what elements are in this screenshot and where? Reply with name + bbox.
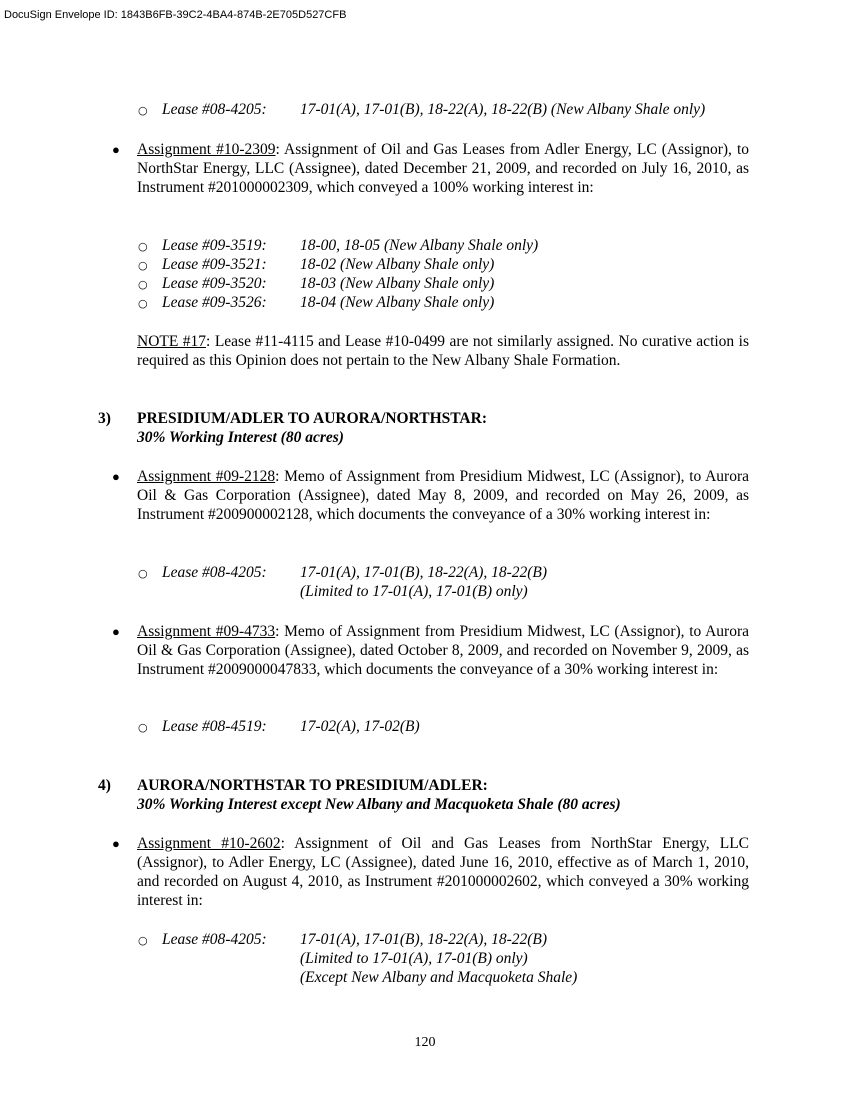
assignment-ref: Assignment #09-4733 xyxy=(137,623,276,640)
lease-number: Lease #09-3521: xyxy=(162,256,267,273)
section-subtitle: 30% Working Interest except New Albany and Macquoketa Shale (80 acres) xyxy=(137,796,621,813)
hollow-circle-icon: ○ xyxy=(138,721,148,734)
hollow-circle-icon: ○ xyxy=(138,278,148,291)
assignment-ref: Assignment #09-2128 xyxy=(137,468,276,485)
section-number: 4) xyxy=(98,777,111,794)
lease-number: Lease #08-4205: xyxy=(162,564,267,581)
lease-limit: (Limited to 17-01(A), 17-01(B) only) xyxy=(300,950,528,967)
section-number: 3) xyxy=(98,410,111,427)
assignment-10-2602 xyxy=(137,834,749,910)
assignment-09-2128 xyxy=(137,467,749,524)
note-text: : Lease #11-4115 and Lease #10-0499 are not similarly assigned. No curative action is required as this Opinion does not pertain to the New Albany Shale Formation. xyxy=(137,333,749,369)
assignment-text: : Memo of Assignment from Presidium Midwest, LC (Assignor), to Aurora Oil & Gas Corporation (Assignee), dated May 8, 2009, and recorded on May 26, 2009, as Instrument #200900002128, which documents the conveyance of a 30% working interest in: xyxy=(137,468,750,523)
assignment-ref: Assignment #10-2602 xyxy=(137,835,281,852)
hollow-circle-icon: ○ xyxy=(138,297,148,310)
lease-number: Lease #09-3519: xyxy=(162,237,267,254)
lease-number: Lease #08-4205: xyxy=(162,101,267,118)
hollow-circle-icon: ○ xyxy=(138,104,148,117)
lease-tracts: 18-00, 18-05 (New Albany Shale only) xyxy=(300,237,539,254)
lease-tracts: 17-02(A), 17-02(B) xyxy=(300,718,420,735)
hollow-circle-icon: ○ xyxy=(138,567,148,580)
lease-except: (Except New Albany and Macquoketa Shale) xyxy=(300,969,578,986)
bullet-icon: ● xyxy=(112,469,120,484)
lease-tracts: 18-04 (New Albany Shale only) xyxy=(300,294,495,311)
section-subtitle: 30% Working Interest (80 acres) xyxy=(137,429,344,446)
hollow-circle-icon: ○ xyxy=(138,240,148,253)
assignment-09-4733 xyxy=(137,622,749,679)
bullet-icon: ● xyxy=(112,624,120,639)
hollow-circle-icon: ○ xyxy=(138,259,148,272)
lease-number: Lease #09-3526: xyxy=(162,294,267,311)
assignment-text: : Memo of Assignment from Presidium Midwest, LC (Assignor), to Aurora Oil & Gas Corporation (Assignee), dated October 8, 2009, and recorded on November 9, 2009, as Instrument #2009000047833, which documents the conveyance of a 30% working interest in: xyxy=(137,623,750,678)
note-ref: NOTE #17 xyxy=(137,333,207,350)
page-number: 120 xyxy=(414,1035,436,1050)
lease-number: Lease #08-4205: xyxy=(162,931,267,948)
lease-number: Lease #09-3520: xyxy=(162,275,267,292)
envelope-id: DocuSign Envelope ID: 1843B6FB-39C2-4BA4-874B-2E705D527CFB xyxy=(4,9,347,21)
assignment-text: : Assignment of Oil and Gas Leases from NorthStar Energy, LLC (Assignor), to Adler Energy, LC (Assignee), dated June 16, 2010, effective as of March 1, 2010, and recorded on August 4, 2010, as Instrument #201000002602, which conveyed a 30% working interest in: xyxy=(137,835,750,909)
lease-tracts: 18-03 (New Albany Shale only) xyxy=(300,275,495,292)
bullet-icon: ● xyxy=(112,142,120,157)
section-title: AURORA/NORTHSTAR TO PRESIDIUM/ADLER: xyxy=(137,777,488,794)
lease-limit: (Limited to 17-01(A), 17-01(B) only) xyxy=(300,583,528,600)
lease-tracts: 17-01(A), 17-01(B), 18-22(A), 18-22(B) (New Albany Shale only) xyxy=(300,101,706,118)
hollow-circle-icon: ○ xyxy=(138,934,148,947)
lease-number: Lease #08-4519: xyxy=(162,718,267,735)
note-17 xyxy=(137,332,749,370)
lease-tracts: 17-01(A), 17-01(B), 18-22(A), 18-22(B) xyxy=(300,931,548,948)
section-title: PRESIDIUM/ADLER TO AURORA/NORTHSTAR: xyxy=(137,410,487,427)
assignment-ref: Assignment #10-2309 xyxy=(137,141,276,158)
assignment-text: : Assignment of Oil and Gas Leases from Adler Energy, LC (Assignor), to NorthStar Energy, LLC (Assignee), dated December 21, 2009, and recorded on July 16, 2010, as Instrument #201000002309, which conveyed a 100% working interest in: xyxy=(137,141,749,196)
assignment-10-2309 xyxy=(137,140,749,197)
lease-tracts: 17-01(A), 17-01(B), 18-22(A), 18-22(B) xyxy=(300,564,548,581)
bullet-icon: ● xyxy=(112,836,120,851)
lease-tracts: 18-02 (New Albany Shale only) xyxy=(300,256,495,273)
